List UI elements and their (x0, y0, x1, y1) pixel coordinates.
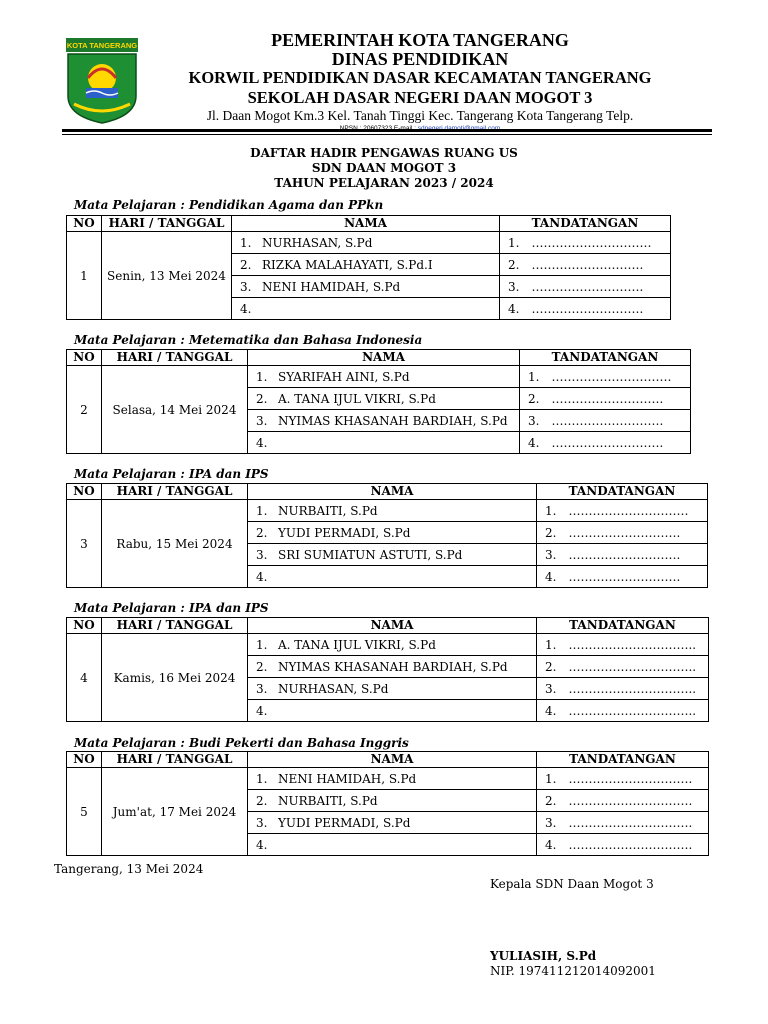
header-no: NO (67, 350, 102, 366)
signatory-role: Kepala SDN Daan Mogot 3 (490, 877, 654, 891)
signature-dots: ………………………. (551, 391, 664, 406)
signature-dots: ………………………. (531, 257, 644, 272)
supervisor-name: YUDI PERMADI, S.Pd (278, 525, 411, 540)
subject-label: Mata Pelajaran : Metematika dan Bahasa Indonesia (74, 333, 423, 347)
supervisor-name: NYIMAS KHASANAH BARDIAH, S.Pd (278, 659, 508, 674)
supervisor-name: NURHASAN, S.Pd (278, 681, 389, 696)
row-number: 5 (67, 768, 102, 856)
name-index: 4. (256, 837, 268, 852)
supervisor-name-cell (248, 566, 537, 588)
signature-dots: …………………………. (568, 837, 693, 852)
signature-dots: ………………………. (551, 435, 664, 450)
header-name: NAMA (232, 216, 500, 232)
attendance-table (66, 751, 709, 856)
signature-cell[interactable] (537, 700, 709, 722)
attendance-table (66, 617, 709, 722)
supervisor-name-cell (248, 388, 520, 410)
table-row (67, 634, 709, 656)
signature-index: 4. (508, 301, 520, 316)
name-index: 4. (256, 569, 268, 584)
supervisor-name: A. TANA IJUL VIKRI, S.Pd (278, 391, 436, 406)
signature-dots: ………………………….. (568, 659, 697, 674)
signature-dots: ………………………….. (568, 703, 697, 718)
signature-dots: ………………………. (568, 525, 681, 540)
name-index: 3. (256, 413, 268, 428)
supervisor-name-cell (232, 276, 500, 298)
supervisor-name-cell (248, 432, 520, 454)
name-index: 2. (240, 257, 252, 272)
supervisor-name-cell (248, 410, 520, 432)
document-title (0, 146, 768, 191)
signature-index: 4. (528, 435, 540, 450)
name-index: 4. (256, 703, 268, 718)
subject-label: Mata Pelajaran : Pendidikan Agama dan PPkn (74, 198, 384, 212)
name-index: 3. (256, 547, 268, 562)
signature-index: 4. (545, 703, 557, 718)
supervisor-name: NURBAITI, S.Pd (278, 503, 378, 518)
supervisor-name-cell (248, 500, 537, 522)
name-index: 3. (240, 279, 252, 294)
supervisor-name: NYIMAS KHASANAH BARDIAH, S.Pd (278, 413, 508, 428)
signature-index: 3. (545, 547, 557, 562)
table-header-row (67, 618, 709, 634)
signature-index: 2. (545, 793, 557, 808)
header-signature: TANDATANGAN (537, 618, 709, 634)
signature-cell[interactable] (537, 678, 709, 700)
svg-text:KOTA TANGERANG: KOTA TANGERANG (66, 41, 138, 50)
name-index: 2. (256, 525, 268, 540)
signature-dots: ………………………. (551, 413, 664, 428)
letterhead-rule-thin (62, 134, 712, 135)
supervisor-name-cell (248, 656, 537, 678)
header-day: HARI / TANGGAL (102, 752, 248, 768)
table-row (67, 500, 708, 522)
row-number: 1 (67, 232, 102, 320)
signature-dots: ………………………. (568, 569, 681, 584)
supervisor-name-cell (248, 790, 537, 812)
supervisor-name: RIZKA MALAHAYATI, S.Pd.I (262, 257, 433, 272)
supervisor-name: SYARIFAH AINI, S.Pd (278, 369, 410, 384)
header-day: HARI / TANGGAL (102, 350, 248, 366)
table-header-row (67, 216, 671, 232)
supervisor-name-cell (232, 254, 500, 276)
header-no: NO (67, 752, 102, 768)
supervisor-name-cell (248, 812, 537, 834)
signature-cell[interactable] (537, 834, 709, 856)
attendance-table (66, 483, 708, 588)
header-no: NO (67, 484, 102, 500)
signature-cell[interactable] (500, 232, 671, 254)
supervisor-name-cell (232, 232, 500, 254)
signature-index: 1. (545, 503, 557, 518)
letterhead-rule-thick (62, 129, 712, 132)
supervisor-name: NURBAITI, S.Pd (278, 793, 378, 808)
letterhead (0, 30, 768, 132)
signature-cell[interactable] (537, 812, 709, 834)
signature-cell[interactable] (537, 634, 709, 656)
name-index: 1. (256, 771, 268, 786)
gov-name: PEMERINTAH KOTA TANGERANG (271, 30, 569, 50)
school-name: SEKOLAH DASAR NEGERI DAAN MOGOT 3 (247, 88, 593, 107)
place-date: Tangerang, 13 Mei 2024 (54, 862, 204, 876)
signature-cell[interactable] (537, 790, 709, 812)
name-index: 2. (256, 659, 268, 674)
name-index: 1. (256, 637, 268, 652)
supervisor-name: SRI SUMIATUN ASTUTI, S.Pd (278, 547, 463, 562)
subject-label: Mata Pelajaran : IPA dan IPS (74, 467, 269, 481)
supervisor-name-cell (248, 678, 537, 700)
supervisor-name-cell (248, 634, 537, 656)
signature-cell[interactable] (500, 298, 671, 320)
signature-dots: ………………………….. (568, 637, 697, 652)
signature-dots: ………………………… (568, 503, 689, 518)
supervisor-name-cell (248, 768, 537, 790)
table-header-row (67, 752, 709, 768)
signature-cell[interactable] (520, 366, 691, 388)
signature-cell[interactable] (537, 500, 708, 522)
row-number: 4 (67, 634, 102, 722)
signature-index: 2. (508, 257, 520, 272)
signature-cell[interactable] (500, 254, 671, 276)
email-link[interactable]: sdnegeri.damoti@gmail.com (417, 125, 501, 132)
attendance-table (66, 215, 671, 320)
subject-label: Mata Pelajaran : Budi Pekerti dan Bahasa Inggris (74, 736, 409, 750)
signature-index: 4. (545, 837, 557, 852)
day-date: Kamis, 16 Mei 2024 (102, 634, 248, 722)
attendance-table (66, 349, 691, 454)
day-date: Senin, 13 Mei 2024 (102, 232, 232, 320)
signature-dots: …………………………. (568, 793, 693, 808)
subject-label: Mata Pelajaran : IPA dan IPS (74, 601, 269, 615)
supervisor-name: NENI HAMIDAH, S.Pd (262, 279, 401, 294)
day-date: Rabu, 15 Mei 2024 (102, 500, 248, 588)
signature-index: 3. (508, 279, 520, 294)
signature-dots: ………………………. (531, 301, 644, 316)
header-day: HARI / TANGGAL (102, 216, 232, 232)
signature-dots: ………………………. (531, 279, 644, 294)
header-signature: TANDATANGAN (500, 216, 671, 232)
kota-tangerang-logo (66, 38, 138, 124)
signature-cell[interactable] (537, 522, 708, 544)
header-no: NO (67, 216, 102, 232)
title-line-1: DAFTAR HADIR PENGAWAS RUANG US (250, 146, 518, 160)
supervisor-name: NENI HAMIDAH, S.Pd (278, 771, 417, 786)
npsn-label: NPSN : 20607323 E-mail : (339, 125, 416, 132)
table-row (67, 366, 691, 388)
supervisor-name: YUDI PERMADI, S.Pd (278, 815, 411, 830)
name-index: 3. (256, 815, 268, 830)
row-number: 3 (67, 500, 102, 588)
agency-name: DINAS PENDIDIKAN (331, 49, 509, 69)
signature-cell[interactable] (537, 656, 709, 678)
name-index: 1. (256, 503, 268, 518)
header-signature: TANDATANGAN (537, 484, 708, 500)
signature-cell[interactable] (500, 276, 671, 298)
signature-cell[interactable] (520, 410, 691, 432)
signature-index: 2. (528, 391, 540, 406)
name-index: 4. (240, 301, 252, 316)
signature-dots: ………………………… (531, 235, 652, 250)
signature-cell[interactable] (537, 768, 709, 790)
signature-cell[interactable] (537, 566, 708, 588)
name-index: 3. (256, 681, 268, 696)
supervisor-name-cell (248, 522, 537, 544)
supervisor-name-cell (248, 700, 537, 722)
header-name: NAMA (248, 484, 537, 500)
supervisor-name: A. TANA IJUL VIKRI, S.Pd (278, 637, 436, 652)
signature-index: 4. (545, 569, 557, 584)
signatory-name: YULIASIH, S.Pd (490, 949, 597, 963)
supervisor-name-cell (248, 834, 537, 856)
header-signature: TANDATANGAN (520, 350, 691, 366)
school-address: Jl. Daan Mogot Km.3 Kel. Tanah Tinggi Kec. Tangerang Kota Tangerang Telp. (206, 108, 634, 123)
header-signature: TANDATANGAN (537, 752, 709, 768)
header-name: NAMA (248, 752, 537, 768)
day-date: Selasa, 14 Mei 2024 (102, 366, 248, 454)
name-index: 2. (256, 793, 268, 808)
header-day: HARI / TANGGAL (102, 618, 248, 634)
signature-index: 3. (545, 681, 557, 696)
table-header-row (67, 350, 691, 366)
signature-cell[interactable] (537, 544, 708, 566)
name-index: 4. (256, 435, 268, 450)
signature-cell[interactable] (520, 432, 691, 454)
table-header-row (67, 484, 708, 500)
signature-index: 1. (508, 235, 520, 250)
name-index: 2. (256, 391, 268, 406)
signature-index: 3. (545, 815, 557, 830)
signature-dots: ………………………… (551, 369, 672, 384)
signature-index: 1. (528, 369, 540, 384)
signature-index: 2. (545, 525, 557, 540)
row-number: 2 (67, 366, 102, 454)
supervisor-name-cell (248, 366, 520, 388)
header-name: NAMA (248, 350, 520, 366)
name-index: 1. (240, 235, 252, 250)
supervisor-name: NURHASAN, S.Pd (262, 235, 373, 250)
header-name: NAMA (248, 618, 537, 634)
supervisor-name-cell (248, 544, 537, 566)
supervisor-name-cell (232, 298, 500, 320)
signature-index: 3. (528, 413, 540, 428)
title-line-2: SDN DAAN MOGOT 3 (311, 161, 457, 175)
signature-dots: …………………………. (568, 815, 693, 830)
signature-index: 1. (545, 637, 557, 652)
signature-index: 2. (545, 659, 557, 674)
signature-dots: ………………………. (568, 547, 681, 562)
korwil-name: KORWIL PENDIDIKAN DASAR KECAMATAN TANGERANG (188, 68, 652, 87)
day-date: Jum'at, 17 Mei 2024 (102, 768, 248, 856)
signature-index: 1. (545, 771, 557, 786)
name-index: 1. (256, 369, 268, 384)
signature-dots: ………………………….. (568, 681, 697, 696)
signatory-nip: NIP. 197411212014092001 (490, 964, 656, 978)
letterhead-text (150, 30, 690, 133)
table-row (67, 232, 671, 254)
signature-dots: …………………………. (568, 771, 693, 786)
signature-cell[interactable] (520, 388, 691, 410)
title-line-3: TAHUN PELAJARAN 2023 / 2024 (274, 176, 494, 190)
table-row (67, 768, 709, 790)
header-no: NO (67, 618, 102, 634)
header-day: HARI / TANGGAL (102, 484, 248, 500)
